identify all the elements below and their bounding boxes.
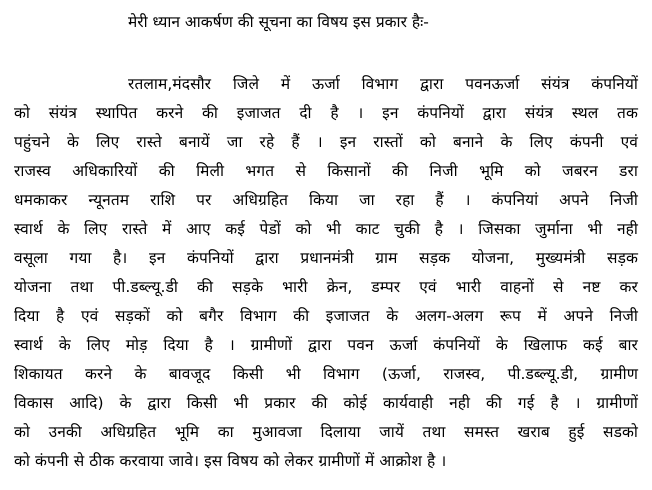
paragraph-line: पहुंचने के लिए रास्ते बनायें जा रहे हैं । इन रास्तों को बनाने के लिए कंपनी एवं [14,133,638,151]
paragraph-line: विकास आदि) के द्वारा किसी भी प्रकार की कोई कार्यवाही नही की गई है । ग्रामीणों [14,394,638,412]
paragraph-line: स्वार्थ के लिए मोड़ दिया है । ग्रामीणों द्वारा पवन ऊर्जा कंपनियों के खिलाफ कई बार [14,336,638,354]
paragraph-line: को कंपनी से ठीक करवाया जावे। इस विषय को लेकर ग्रामीणों में आक्रोश है । [14,452,447,470]
paragraph-line: को उनकी अधिग्रहित भूमि का मुआवजा दिलाया जायें तथा समस्त खराब हुई सडको [14,423,638,441]
paragraph-line: राजस्व अधिकारियों की मिली भगत से किसानों की निजी भूमि को जबरन डरा [14,162,638,180]
paragraph-line: योजना तथा पी.डब्ल्यू.डी की सड़के भारी क्रेन, डम्पर एवं भारी वाहनों से नष्ट कर [14,278,638,296]
subject-heading: मेरी ध्यान आकर्षण की सूचना का विषय इस प्रकार हैः- [128,13,429,31]
paragraph-line: स्वार्थ के लिए रास्ते में आए कई पेडों को भी काट चुकी है । जिसका जुर्माना भी नही [14,220,638,238]
paragraph-line: को संयंत्र स्थापित करने की इजाजत दी है । इन कंपनियों द्वारा संयंत्र स्थल तक [14,104,638,122]
paragraph-line: वसूला गया है। इन कंपनियों द्वारा प्रधानमंत्री ग्राम सड़क योजना, मुख्यमंत्री सड़क [14,249,638,267]
paragraph-line: धमकाकर न्यूनतम राशि पर अधिग्रहित किया जा रहा हैं । कंपनियां अपने निजी [14,191,638,209]
paragraph-line: दिया है एवं सड़कों को बगैर विभाग की इजाजत के अलग-अलग रूप में अपने निजी [14,307,638,325]
paragraph-line: रतलाम,मंदसौर जिले में ऊर्जा विभाग द्वारा पवनऊर्जा संयंत्र कंपनियों [128,75,638,93]
paragraph-line: शिकायत करने के बावजूद किसी भी विभाग (ऊर्जा, राजस्व, पी.डब्ल्यू.डी, ग्रामीण [14,365,638,383]
